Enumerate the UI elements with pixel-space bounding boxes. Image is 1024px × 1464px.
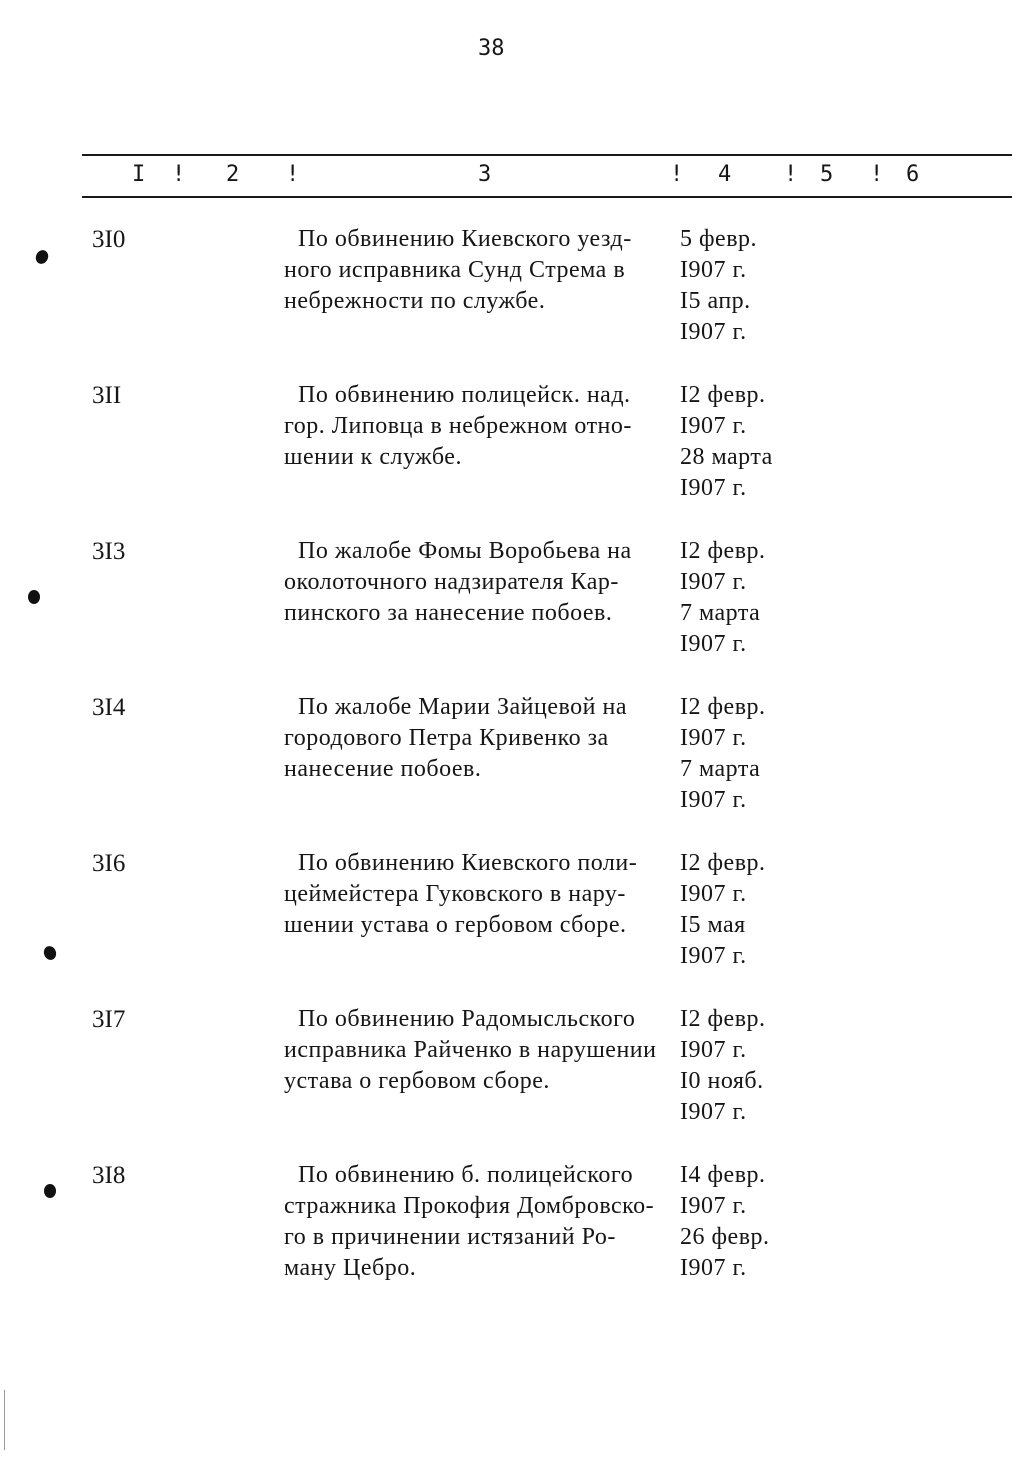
date-line: I907 г. xyxy=(680,943,747,969)
entry-dates xyxy=(680,224,800,348)
date-line: I2 февр. xyxy=(680,538,766,564)
register-entry xyxy=(0,1160,1024,1300)
register-entry xyxy=(0,536,1024,676)
description-line: пинского за нанесение побоев. xyxy=(284,600,613,626)
register-entry xyxy=(0,380,1024,520)
header-separator: ! xyxy=(172,162,186,187)
description-line: шении устава о гербовом сборе. xyxy=(284,912,627,938)
header-col-3: 3 xyxy=(478,162,492,187)
header-col-2: 2 xyxy=(226,162,240,187)
register-entry xyxy=(0,692,1024,832)
entry-dates xyxy=(680,536,800,660)
entry-description xyxy=(284,536,684,629)
entry-number: 3I4 xyxy=(92,694,126,721)
date-line: 28 марта xyxy=(680,444,773,470)
description-line: По обвинению Киевского уезд- xyxy=(298,226,632,252)
punch-hole xyxy=(28,590,40,604)
description-line: исправника Райченко в нарушении xyxy=(284,1037,657,1063)
entry-number: 3I3 xyxy=(92,538,126,565)
date-line: I2 февр. xyxy=(680,850,766,876)
description-line: стражника Прокофия Домбровско- xyxy=(284,1193,655,1219)
description-line: ману Цебро. xyxy=(284,1255,417,1281)
date-line: I907 г. xyxy=(680,569,747,595)
header-col-4: 4 xyxy=(718,162,732,187)
entry-dates xyxy=(680,1160,800,1284)
date-line: I2 февр. xyxy=(680,1006,766,1032)
description-line: По обвинению полицейск. над. xyxy=(298,382,631,408)
description-line: цеймейстера Гуковского в нару- xyxy=(284,881,626,907)
date-line: I907 г. xyxy=(680,257,747,283)
date-line: I907 г. xyxy=(680,413,747,439)
date-line: I2 февр. xyxy=(680,694,766,720)
date-line: I4 февр. xyxy=(680,1162,766,1188)
date-line: I0 нояб. xyxy=(680,1068,764,1094)
header-separator: ! xyxy=(286,162,300,187)
entry-description xyxy=(284,692,684,785)
date-line: I907 г. xyxy=(680,319,747,345)
description-line: ного исправника Сунд Стрема в xyxy=(284,257,626,283)
entry-number: 3I7 xyxy=(92,1006,126,1033)
date-line: I907 г. xyxy=(680,1193,747,1219)
date-line: I907 г. xyxy=(680,1255,747,1281)
header-col-5: 5 xyxy=(820,162,834,187)
page-number: 38 xyxy=(478,36,505,61)
entry-description xyxy=(284,848,684,941)
header-bottom-rule xyxy=(82,196,1012,198)
entry-number: 3I6 xyxy=(92,850,126,877)
description-line: нанесение побоев. xyxy=(284,756,482,782)
margin-mark xyxy=(4,1390,5,1450)
date-line: 7 марта xyxy=(680,756,761,782)
register-entry xyxy=(0,848,1024,988)
description-line: небрежности по службе. xyxy=(284,288,546,314)
date-line: 26 февр. xyxy=(680,1224,770,1250)
date-line: I907 г. xyxy=(680,787,747,813)
date-line: I907 г. xyxy=(680,1037,747,1063)
entry-dates xyxy=(680,692,800,816)
header-top-rule xyxy=(82,154,1012,156)
date-line: I907 г. xyxy=(680,475,747,501)
header-separator: ! xyxy=(670,162,684,187)
entry-dates xyxy=(680,1004,800,1128)
description-line: городового Петра Кривенко за xyxy=(284,725,609,751)
description-line: шении к службе. xyxy=(284,444,462,470)
entry-dates xyxy=(680,380,800,504)
description-line: устава о гербовом сборе. xyxy=(284,1068,550,1094)
entry-description xyxy=(284,1160,684,1284)
date-line: 7 марта xyxy=(680,600,761,626)
register-entry xyxy=(0,1004,1024,1144)
header-separator: ! xyxy=(784,162,798,187)
entry-number: 3I8 xyxy=(92,1162,126,1189)
entry-number: 3I0 xyxy=(92,226,126,253)
entry-number: 3II xyxy=(92,382,122,409)
description-line: го в причинении истязаний Ро- xyxy=(284,1224,616,1250)
entry-dates xyxy=(680,848,800,972)
description-line: По жалобе Марии Зайцевой на xyxy=(298,694,628,720)
date-line: I907 г. xyxy=(680,1099,747,1125)
register-entry xyxy=(0,224,1024,364)
date-line: I2 февр. xyxy=(680,382,766,408)
description-line: По обвинению Киевского поли- xyxy=(298,850,638,876)
date-line: I5 мая xyxy=(680,912,746,938)
date-line: I907 г. xyxy=(680,725,747,751)
date-line: 5 февр. xyxy=(680,226,758,252)
description-line: По обвинению Радомысльского xyxy=(298,1006,636,1032)
header-separator: ! xyxy=(870,162,884,187)
entry-description xyxy=(284,224,684,317)
header-col-6: 6 xyxy=(906,162,920,187)
header-col-1: I xyxy=(132,162,146,187)
description-line: По обвинению б. полицейского xyxy=(298,1162,634,1188)
punch-hole xyxy=(44,1184,56,1198)
description-line: гор. Липовца в небрежном отно- xyxy=(284,413,632,439)
entry-description xyxy=(284,380,684,473)
description-line: По жалобе Фомы Воробьева на xyxy=(298,538,632,564)
date-line: I907 г. xyxy=(680,881,747,907)
date-line: I5 апр. xyxy=(680,288,751,314)
description-line: околоточного надзирателя Кар- xyxy=(284,569,619,595)
date-line: I907 г. xyxy=(680,631,747,657)
entry-description xyxy=(284,1004,684,1097)
